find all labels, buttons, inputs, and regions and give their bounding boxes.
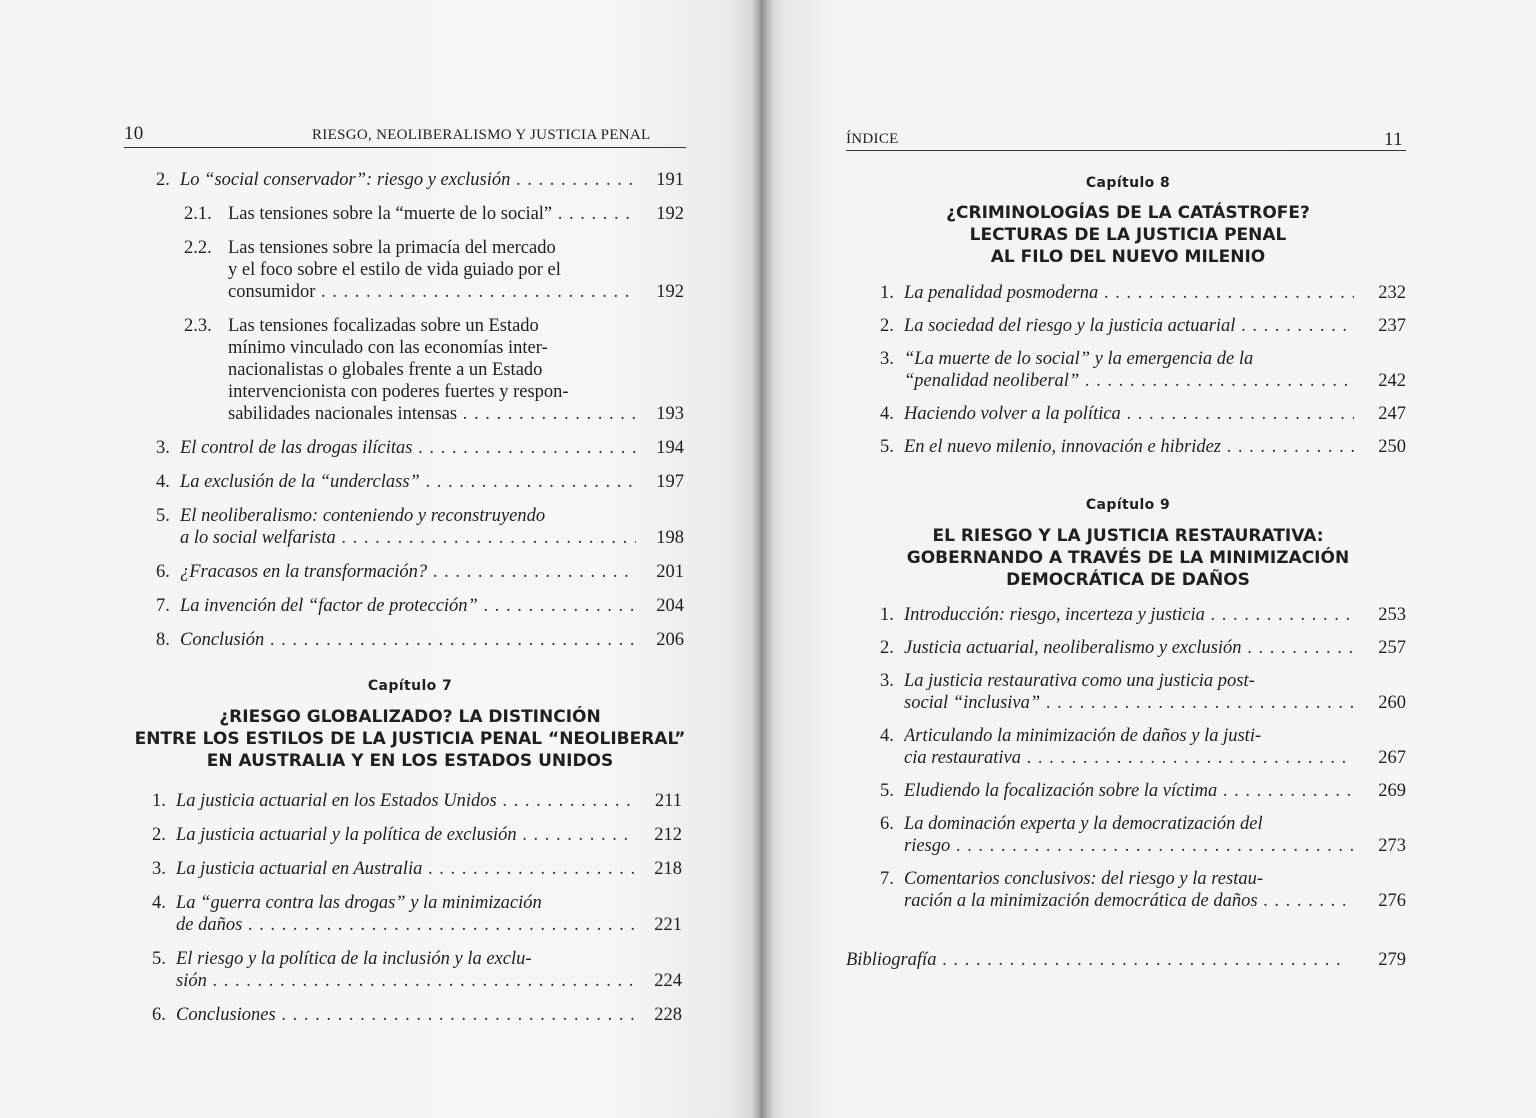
chapter-7-label — [200, 678, 620, 694]
entry-page: 273 — [1378, 836, 1406, 856]
entry-number: 2.2. — [184, 238, 212, 258]
entry-text — [904, 315, 1354, 337]
entry-page: 192 — [656, 204, 684, 224]
entry-text — [228, 203, 636, 225]
entry-number: 2. — [880, 638, 894, 658]
entry-text — [176, 1004, 634, 1026]
entry-page: 257 — [1378, 638, 1406, 658]
entry-number: 6. — [880, 814, 894, 834]
left-running-head: RIESGO, NEOLIBERALISMO Y JUSTICIA PENAL — [312, 127, 651, 143]
toc-entry[interactable] — [152, 824, 682, 846]
toc-entry[interactable] — [156, 595, 684, 617]
chapter-9-title — [828, 525, 1428, 591]
entry-text — [180, 437, 636, 459]
entry-text — [176, 858, 634, 880]
entry-page: 201 — [656, 562, 684, 582]
entry-line: La sociedad del riesgo y la justicia actuarial . . . — [904, 315, 1354, 337]
toc-entry[interactable] — [152, 892, 682, 936]
entry-number: 2.1. — [184, 204, 212, 224]
entry-text — [180, 169, 636, 191]
entry-text — [180, 629, 636, 651]
entry-page: 212 — [654, 825, 682, 845]
entry-line: Las tensiones focalizadas sobre un Estado — [228, 316, 539, 336]
entry-number: 6. — [156, 562, 170, 582]
entry-text — [904, 348, 1354, 392]
entry-page: 194 — [656, 438, 684, 458]
entry-page: 232 — [1378, 283, 1406, 303]
entry-number: 1. — [880, 283, 894, 303]
toc-entry[interactable] — [880, 282, 1406, 304]
chapter-7-title — [100, 706, 720, 772]
entry-page: 204 — [656, 596, 684, 616]
chapter-8-title-line: AL FILO DEL NUEVO MILENIO — [990, 247, 1266, 267]
entry-page: 206 — [656, 630, 684, 650]
entry-text — [904, 604, 1354, 626]
chapter-7-title-line: ENTRE LOS ESTILOS DE LA JUSTICIA PENAL “NEOLIBERAL” — [134, 729, 686, 749]
entry-text — [180, 595, 636, 617]
entry-line: intervencionista con poderes fuertes y respon- — [228, 382, 569, 402]
toc-entry[interactable] — [880, 780, 1406, 802]
entry-number: 3. — [880, 349, 894, 369]
toc-entry[interactable] — [880, 725, 1406, 769]
entry-number: 6. — [152, 1005, 166, 1025]
entry-line: Las tensiones sobre la “muerte de lo social” . . . — [228, 203, 636, 225]
entry-line: Las tensiones sobre la primacía del mercado — [228, 238, 556, 258]
entry-line: La exclusión de la “underclass” . . . — [180, 471, 636, 493]
entry-line: de daños . . . — [176, 914, 634, 936]
entry-page: 211 — [654, 791, 682, 811]
entry-text — [176, 948, 634, 992]
chapter-8-title — [828, 202, 1428, 268]
entry-line: riesgo . . . — [904, 835, 1354, 857]
entry-number: 2. — [152, 825, 166, 845]
entry-text — [180, 561, 636, 583]
entry-line: Lo “social conservador”: riesgo y exclusión . . . — [180, 169, 636, 191]
entry-number: 2.3. — [184, 316, 212, 336]
entry-number: 4. — [152, 893, 166, 913]
toc-entry[interactable] — [152, 790, 682, 812]
entry-number: 1. — [880, 605, 894, 625]
entry-line: ración a la minimización democrática de daños . . . — [904, 890, 1354, 912]
entry-text — [176, 824, 634, 846]
toc-entry[interactable] — [880, 315, 1406, 337]
entry-number: 7. — [156, 596, 170, 616]
entry-text — [176, 790, 634, 812]
entry-page: 193 — [656, 404, 684, 424]
toc-entry[interactable] — [880, 436, 1406, 458]
chapter-7-title-line: EN AUSTRALIA Y EN LOS ESTADOS UNIDOS — [206, 751, 614, 771]
entry-number: 1. — [152, 791, 166, 811]
entry-line: La justicia actuarial en los Estados Unidos . . . — [176, 790, 634, 812]
toc-entry[interactable] — [156, 629, 684, 651]
entry-line: Introducción: riesgo, incerteza y justicia . . . — [904, 604, 1354, 626]
toc-entry[interactable] — [156, 237, 684, 303]
entry-line: sabilidades nacionales intensas . . . — [228, 403, 636, 425]
entry-text — [904, 868, 1354, 912]
chapter-9-label-text: Capítulo 9 — [1085, 497, 1171, 513]
entry-page: 221 — [654, 915, 682, 935]
entry-line: La penalidad posmoderna . . . — [904, 282, 1354, 304]
entry-line: La dominación experta y la democratización del — [904, 814, 1263, 834]
entry-line: La justicia restaurativa como una justicia post- — [904, 671, 1255, 691]
entry-number: 3. — [880, 671, 894, 691]
toc-entry[interactable] — [152, 948, 682, 992]
entry-line: nacionalistas o globales frente a un Estado — [228, 360, 543, 380]
chapter-8-title-line: ¿CRIMINOLOGÍAS DE LA CATÁSTROFE? — [946, 203, 1310, 223]
entry-number: 5. — [880, 437, 894, 457]
entry-page: 267 — [1378, 748, 1406, 768]
entry-page: 242 — [1378, 371, 1406, 391]
toc-entry[interactable] — [152, 858, 682, 880]
entry-line: La “guerra contra las drogas” y la minimización — [176, 893, 542, 913]
entry-line: El riesgo y la política de la inclusión y la exclu- — [176, 949, 532, 969]
entry-line: La invención del “factor de protección” . . . — [180, 595, 636, 617]
entry-number: 5. — [152, 949, 166, 969]
entry-line: consumidor . . . — [228, 281, 636, 303]
right-header-rule — [846, 150, 1406, 151]
toc-entry[interactable] — [880, 670, 1406, 714]
entry-number: 7. — [880, 869, 894, 889]
chapter-9-title-line: DEMOCRÁTICA DE DAÑOS — [1006, 570, 1250, 590]
entry-page: 253 — [1378, 605, 1406, 625]
entry-page: 250 — [1378, 437, 1406, 457]
entry-line: sión . . . — [176, 970, 634, 992]
entry-page: 228 — [654, 1005, 682, 1025]
entry-number: 4. — [156, 472, 170, 492]
entry-line: Conclusión . . . — [180, 629, 636, 651]
left-page-number: 10 — [124, 123, 144, 144]
entry-page: 237 — [1378, 316, 1406, 336]
chapter-7-label-text: Capítulo 7 — [367, 678, 453, 694]
entry-line: Eludiendo la focalización sobre la víctima . . . — [904, 780, 1354, 802]
entry-text — [904, 403, 1354, 425]
entry-page: 247 — [1378, 404, 1406, 424]
toc-entry[interactable] — [156, 471, 684, 493]
entry-page: 276 — [1378, 891, 1406, 911]
entry-line: y el foco sobre el estilo de vida guiado por el — [228, 260, 561, 280]
chapter-9-label — [918, 497, 1338, 513]
entry-line: La justicia actuarial y la política de exclusión . . . — [176, 824, 634, 846]
entry-text — [180, 505, 636, 549]
entry-line: cia restaurativa . . . — [904, 747, 1354, 769]
entry-page: 269 — [1378, 781, 1406, 801]
entry-text — [904, 670, 1354, 714]
entry-number: 3. — [152, 859, 166, 879]
entry-page: 192 — [656, 282, 684, 302]
right-running-head: ÍNDICE — [846, 131, 899, 147]
toc-entry[interactable] — [880, 348, 1406, 392]
bibliography-label: Bibliografía . . . — [846, 949, 1346, 971]
toc-entry[interactable] — [880, 637, 1406, 659]
left-header-rule — [124, 147, 686, 148]
entry-page: 197 — [656, 472, 684, 492]
entry-text — [904, 436, 1354, 458]
entry-text — [228, 237, 636, 303]
entry-text — [904, 780, 1354, 802]
entry-line: mínimo vinculado con las economías inter- — [228, 338, 548, 358]
toc-entry[interactable] — [156, 505, 684, 549]
bibliography-page: 279 — [1378, 950, 1406, 970]
entry-page: 260 — [1378, 693, 1406, 713]
entry-number: 4. — [880, 404, 894, 424]
toc-entry[interactable] — [880, 813, 1406, 857]
chapter-9-title-line: GOBERNANDO A TRAVÉS DE LA MINIMIZACIÓN — [906, 548, 1350, 568]
entry-line: Conclusiones . . . — [176, 1004, 634, 1026]
entry-line: “La muerte de lo social” y la emergencia de la — [904, 349, 1254, 369]
entry-number: 4. — [880, 726, 894, 746]
entry-number: 5. — [880, 781, 894, 801]
toc-entry[interactable] — [156, 169, 684, 191]
toc-entry[interactable] — [152, 1004, 682, 1026]
toc-entry[interactable] — [156, 203, 684, 225]
entry-number: 2. — [880, 316, 894, 336]
chapter-7-title-line: ¿RIESGO GLOBALIZADO? LA DISTINCIÓN — [219, 707, 601, 727]
toc-entry[interactable] — [880, 403, 1406, 425]
entry-number: 5. — [156, 506, 170, 526]
right-page-number: 11 — [1384, 129, 1403, 150]
entry-page: 191 — [656, 170, 684, 190]
entry-line: Comentarios conclusivos: del riesgo y la restau- — [904, 869, 1263, 889]
chapter-8-label-text: Capítulo 8 — [1085, 175, 1171, 191]
entry-number: 3. — [156, 438, 170, 458]
entry-page: 218 — [654, 859, 682, 879]
entry-text — [176, 892, 634, 936]
entry-number: 2. — [156, 170, 170, 190]
entry-line: El neoliberalismo: conteniendo y reconstruyendo — [180, 506, 546, 526]
toc-entry[interactable] — [880, 604, 1406, 626]
toc-entry[interactable] — [156, 437, 684, 459]
entry-text — [228, 315, 636, 425]
entry-line: El control de las drogas ilícitas . . . — [180, 437, 636, 459]
entry-line: La justicia actuarial en Australia . . . — [176, 858, 634, 880]
chapter-9-title-line: EL RIESGO Y LA JUSTICIA RESTAURATIVA: — [932, 526, 1324, 546]
entry-text — [180, 471, 636, 493]
entry-text — [904, 725, 1354, 769]
bibliography-entry[interactable] — [846, 949, 1406, 971]
entry-line: social “inclusiva” . . . — [904, 692, 1354, 714]
entry-text — [904, 282, 1354, 304]
entry-text — [904, 813, 1354, 857]
entry-line: Articulando la minimización de daños y la justi- — [904, 726, 1262, 746]
toc-entry[interactable] — [880, 868, 1406, 912]
entry-line: ¿Fracasos en la transformación? . . . — [180, 561, 636, 583]
entry-line: “penalidad neoliberal” . . . — [904, 370, 1354, 392]
entry-number: 8. — [156, 630, 170, 650]
entry-text — [904, 637, 1354, 659]
entry-line: Justicia actuarial, neoliberalismo y exclusión . . . — [904, 637, 1354, 659]
chapter-8-label — [918, 175, 1338, 191]
entry-page: 198 — [656, 528, 684, 548]
entry-text — [846, 949, 1346, 971]
book-gutter — [752, 0, 774, 1118]
toc-entry[interactable] — [156, 315, 684, 425]
chapter-8-title-line: LECTURAS DE LA JUSTICIA PENAL — [969, 225, 1287, 245]
entry-line: Haciendo volver a la política . . . — [904, 403, 1354, 425]
entry-page: 224 — [654, 971, 682, 991]
toc-entry[interactable] — [156, 561, 684, 583]
entry-line: a lo social welfarista . . . — [180, 527, 636, 549]
entry-line: En el nuevo milenio, innovación e hibridez . . . — [904, 436, 1354, 458]
